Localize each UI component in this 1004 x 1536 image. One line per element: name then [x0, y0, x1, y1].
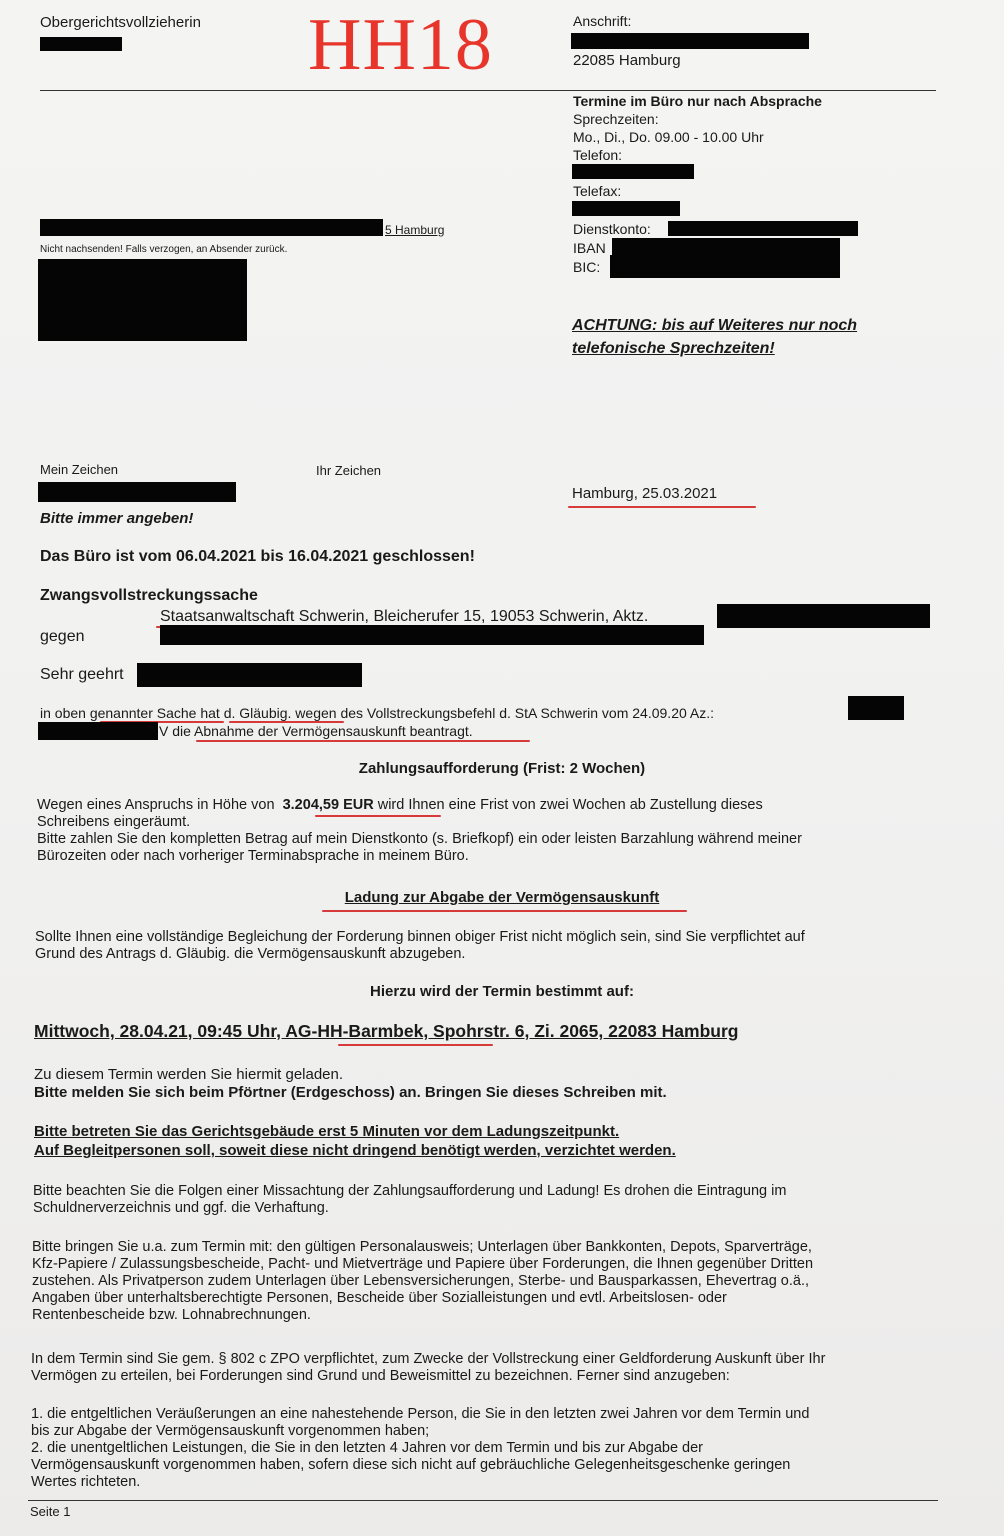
- warning-line-1: ACHTUNG: bis auf Weiteres nur noch: [572, 317, 858, 334]
- always-state: Bitte immer angeben!: [40, 510, 194, 527]
- return-note: Nicht nachsenden! Falls verzogen, an Absender zurück.: [40, 244, 288, 255]
- consequences-line-1: Bitte beachten Sie die Folgen einer Missachtung der Zahlungsaufforderung und Ladung! Es drohen die Eintragung im: [33, 1183, 787, 1199]
- redaction-iban: [612, 238, 840, 256]
- documents-line-5: Rentenbescheide bzw. Lohnabrechnungen.: [32, 1307, 311, 1323]
- case-title: Zwangsvollstreckungssache: [40, 587, 258, 604]
- consequences-line-2: Schuldnerverzeichnis und ggf. die Verhaftung.: [33, 1200, 329, 1216]
- page-number: Seite 1: [30, 1504, 71, 1519]
- hours-label: Sprechzeiten:: [573, 111, 659, 127]
- list-item-1-line-1: 1. die entgeltlichen Veräußerungen an eine nahestehende Person, die Sie in den letzten zwei Jahren vor dem Termin und: [31, 1406, 810, 1422]
- office-closed-notice: Das Büro ist vom 06.04.2021 bis 16.04.2021 geschlossen!: [40, 548, 475, 565]
- appointments-note: Termine im Büro nur nach Absprache: [573, 93, 822, 109]
- obligation-list: [31, 1406, 809, 1491]
- redaction-fax: [572, 201, 680, 216]
- redaction-salutation-name: [137, 663, 362, 687]
- redaction-account: [668, 221, 858, 236]
- fax-label: Telefax:: [573, 183, 622, 199]
- your-ref-label: Ihr Zeichen: [316, 463, 382, 478]
- account-label: Dienstkonto:: [573, 221, 651, 237]
- header-rule: [40, 90, 936, 91]
- redaction-my-ref: [38, 482, 236, 502]
- invited-line: Zu diesem Termin werden Sie hiermit geladen.: [34, 1066, 344, 1083]
- list-item-2-line-1: 2. die unentgeltlichen Leistungen, die Sie in den letzten 4 Jahren vor dem Termin und bis zur Abgabe der: [31, 1440, 704, 1456]
- summons-line-1: Sollte Ihnen eine vollständige Begleichung der Forderung binnen obiger Frist nicht möglich sein, sind Sie verpflichtet auf: [35, 929, 805, 945]
- warning-line-2: telefonische Sprechzeiten!: [572, 340, 775, 357]
- footer-rule: [28, 1500, 938, 1501]
- redaction-return-address: [40, 219, 383, 236]
- court-red-underline: [338, 1044, 493, 1046]
- payment-line-3: Bitte zahlen Sie den kompletten Betrag auf mein Dienstkonto (s. Briefkopf) ein oder leisten Barzahlung während meiner: [37, 831, 802, 847]
- obligation-line-1: In dem Termin sind Sie gem. § 802 c ZPO verpflichtet, zum Zwecke der Vollstreckung einer Geldforderung Auskunft über Ihr: [31, 1351, 826, 1367]
- documents-line-2: Kfz-Papiere / Zulassungsbescheide, Pacht- und Mietverträge und Papiere über Forderungen, die Ihnen gegenüber Dritten: [32, 1256, 814, 1272]
- my-ref-label: Mein Zeichen: [40, 462, 119, 477]
- salutation: Sehr geehrt: [40, 666, 124, 683]
- bic-label: BIC:: [573, 259, 601, 275]
- intro-line-2: V die Abnahme der Vermögensauskunft beantragt.: [159, 723, 473, 739]
- sender-city: 22085 Hamburg: [573, 52, 681, 69]
- list-item-1-line-2: bis zur Abgabe der Vermögensauskunft vorgenommen haben;: [31, 1423, 430, 1439]
- hh18-stamp: HH18: [308, 4, 493, 86]
- obligation-paragraph: [31, 1351, 825, 1385]
- redaction-sender-name: [40, 37, 122, 51]
- payment-line-2: Schreibens eingeräumt.: [37, 814, 191, 830]
- appointment-details: Mittwoch, 28.04.21, 09:45 Uhr, AG-HH-Barmbek, Spohrstr. 6, Zi. 2065, 22083 Hamburg: [34, 1021, 739, 1041]
- companions-note: Auf Begleitpersonen soll, soweit diese nicht dringend benötigt werden, verzichtet werden.: [34, 1142, 676, 1159]
- sender-role: Obergerichtsvollzieherin: [40, 14, 201, 31]
- date-heading: Hierzu wird der Termin bestimmt auf:: [370, 983, 634, 1000]
- summons-red-underline: [322, 910, 687, 912]
- documents-line-1: Bitte bringen Sie u.a. zum Termin mit: den gültigen Personalausweis; Unterlagen über Bankkonten, Depots, Sparverträge,: [32, 1239, 812, 1255]
- redaction-phone: [572, 164, 694, 179]
- summons-heading: Ladung zur Abgabe der Vermögensauskunft: [344, 889, 660, 906]
- list-item-2-line-2: Vermögensauskunft vorgenommen haben, sofern diese sich nicht auf gebräuchliche Gelegenheitsgeschenke geringen: [31, 1457, 791, 1473]
- documents-line-3: zustehen. Als Privatperson zudem Unterlagen über Lebensversicherungen, Sterbe- und Bausparkassen, Ehevertrag o.ä.,: [32, 1273, 810, 1289]
- intro-line-1: in oben genannter Sache hat d. Gläubig. wegen des Vollstreckungsbefehl d. StA Schwerin vom 24.09.20 Az.:: [40, 705, 714, 721]
- case-creditor: Staatsanwaltschaft Schwerin, Bleicherufer 15, 19053 Schwerin, Aktz.: [160, 608, 649, 625]
- redaction-debtor: [160, 625, 704, 645]
- enter-note: Bitte betreten Sie das Gerichtsgebäude erst 5 Minuten vor dem Ladungszeitpunkt.: [34, 1123, 620, 1140]
- payment-paragraph: [37, 797, 802, 865]
- summons-line-2: Grund des Antrags d. Gläubig. die Vermögensauskunft abzugeben.: [35, 946, 466, 962]
- intro-red-underline-3: [196, 740, 530, 742]
- reception-line: Bitte melden Sie sich beim Pförtner (Erdgeschoss) an. Bringen Sie dieses Schreiben mit.: [34, 1084, 667, 1101]
- iban-label: IBAN: [573, 240, 606, 256]
- amount-red-underline: [315, 815, 441, 817]
- payment-line-1-post: wird Ihnen eine Frist von zwei Wochen ab Zustellung dieses: [377, 797, 763, 813]
- letter-date: Hamburg, 25.03.2021: [572, 485, 718, 502]
- payment-line-4: Bürozeiten oder nach vorheriger Terminabsprache in meinem Büro.: [37, 848, 469, 864]
- redaction-recipient: [38, 259, 247, 341]
- redaction-bic: [610, 255, 840, 278]
- redaction-address: [571, 33, 809, 49]
- consequences-paragraph: [33, 1183, 786, 1217]
- redaction-az-cont: [38, 722, 158, 740]
- against-label: gegen: [40, 628, 85, 645]
- address-label: Anschrift:: [573, 13, 632, 29]
- redaction-case-ref: [717, 604, 930, 628]
- payment-line-1-pre: Wegen eines Anspruchs in Höhe von: [37, 797, 275, 813]
- documents-line-4: Angaben über unterhaltsberechtigte Personen, Bescheide über Sozialleistungen und evtl. Arbeitslosen- oder: [32, 1290, 727, 1306]
- date-red-underline: [568, 506, 756, 508]
- summons-paragraph: [35, 929, 805, 963]
- office-hours: Mo., Di., Do. 09.00 - 10.00 Uhr: [573, 129, 764, 145]
- obligation-line-2: Vermögen zu erteilen, bei Forderungen sind Grund und Beweismittel zu bezeichnen. Ferner sind anzugeben:: [31, 1368, 730, 1384]
- payment-heading: Zahlungsaufforderung (Frist: 2 Wochen): [358, 760, 646, 777]
- list-item-2-line-3: Wertes richteten.: [31, 1474, 141, 1490]
- return-address-suffix: 5 Hamburg: [385, 223, 445, 237]
- documents-paragraph: [32, 1239, 813, 1324]
- phone-label: Telefon:: [573, 147, 623, 163]
- payment-amount: 3.204,59 EUR: [282, 797, 374, 813]
- redaction-az: [848, 696, 904, 720]
